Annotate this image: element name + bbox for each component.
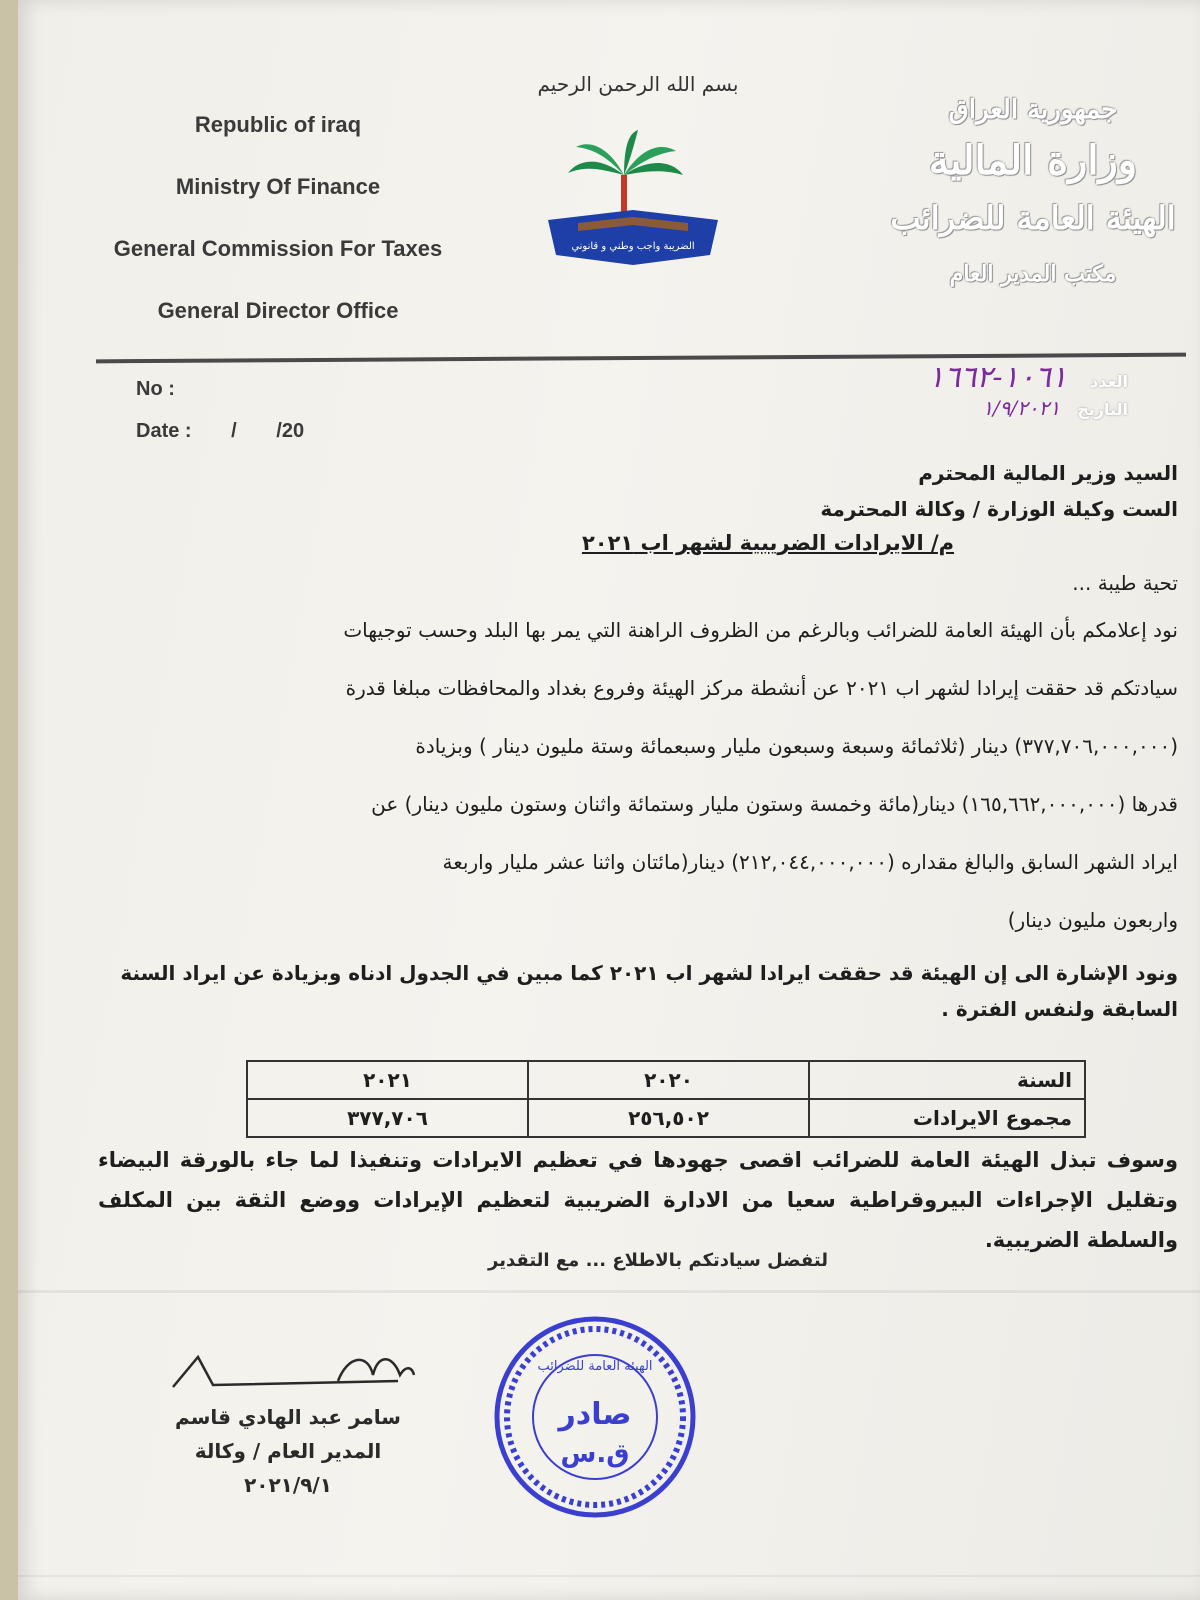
letterhead-country-ar: جمهورية العراق (948, 95, 1118, 125)
letterhead-commission: General Commission For Taxes (113, 236, 443, 261)
table-year-2020: ٢٠٢٠ (528, 1061, 809, 1099)
closing-paragraph: وسوف تبذل الهيئة العامة للضرائب اقصى جهودها في تعظيم الايرادات وتنفيذا لما جاء بالورقة البيضاء وتقليل الإجراءات البيروقراطية سعيا من الادارة الضريبية لتعظيم الإيرادات ووضع الثقة بين المكلف والسلطة الضريبية. (98, 1148, 1178, 1252)
revenue-table (246, 1060, 1086, 1138)
paragraph-line: (٣٧٧,٧٠٦,٠٠٠,٠٠٠) دينار (ثلاثمائة وسبعة وسبعون مليار وسبعمائة وستة مليون دينار ) وبزيادة (415, 734, 1178, 758)
signer-date: ٢٠٢١/٩/١ (244, 1473, 332, 1497)
signer-title: المدير العام / وكالة (194, 1439, 382, 1463)
paragraph-line: نود إعلامكم بأن الهيئة العامة للضرائب وبالرغم من الظروف الراهنة التي يمر بها البلد وحسب توجيهات (343, 618, 1178, 642)
date-year-prefix: /20 (276, 420, 305, 442)
signature-scribble (168, 1345, 418, 1405)
letter-subject: م/ الايرادات الضريبية لشهر اب ٢٠٢١ (581, 531, 955, 555)
addressee-undersecretary: الست وكيلة الوزارة / وكالة المحترمة (820, 497, 1178, 521)
letterhead-ministry-ar: وزارة المالية (928, 137, 1138, 184)
letterhead-office: General Director Office (157, 298, 399, 323)
handwritten-date: ١/٩/٢٠٢١ (982, 396, 1061, 420)
date-field-en (136, 420, 338, 443)
paragraph-line: واربعون مليون دينار) (1007, 908, 1178, 932)
signer-block (148, 1400, 428, 1502)
number-label-en: No : (136, 378, 175, 400)
stamp-word-code: ق.س (560, 1439, 630, 1469)
number-field-ar (928, 360, 1128, 395)
greeting: تحية طيبة ... (1072, 571, 1178, 595)
date-separator: / (231, 420, 237, 442)
official-outgoing-stamp (490, 1312, 700, 1522)
addressee-minister: السيد وزير المالية المحترم (918, 461, 1178, 485)
date-field-ar (982, 396, 1128, 420)
english-letterhead (88, 112, 468, 360)
basmala: بسم الله الرحمن الرحيم (537, 72, 739, 96)
table-total-label: مجموع الايرادات (809, 1099, 1085, 1137)
paragraph-line: ايراد الشهر السابق والبالغ مقداره (٢١٢,٠٤٤,٠٠٠,٠٠٠) دينار(مائتان واثنا عشر مليار واربعة (442, 850, 1178, 874)
emblem-motto: الضريبة واجب وطني و قانوني (571, 241, 695, 252)
table-row (247, 1099, 1085, 1137)
letterhead-country: Republic of iraq (194, 112, 362, 137)
table-header-row (247, 1061, 1085, 1099)
date-label-ar: التاريخ (1077, 400, 1128, 419)
arabic-letterhead (868, 95, 1198, 301)
table-value-2021: ٣٧٧,٧٠٦ (247, 1099, 528, 1137)
letterhead-commission-ar: الهيئة العامة للضرائب (890, 199, 1176, 237)
fold-line (18, 1575, 1200, 1577)
letter-body (98, 455, 1178, 1027)
table-year-2021: ٢٠٢١ (247, 1061, 528, 1099)
paragraph-line: سيادتكم قد حققت إيرادا لشهر اب ٢٠٢١ عن أنشطة مركز الهيئة وفروع بغداد والمحافظات مبلغا قدرة (345, 676, 1178, 700)
date-label-en: Date : (136, 420, 192, 442)
main-paragraph (98, 601, 1178, 949)
number-label-ar: العدد (1090, 372, 1128, 391)
tax-commission-emblem-logo (538, 125, 728, 275)
fold-line (18, 1290, 1200, 1293)
paragraph-line: قدرها (١٦٥,٦٦٢,٠٠٠,٠٠٠) دينار(مائة وخمسة وستون مليار وستمائة واثنان وستون مليون دينار) عن (371, 792, 1178, 816)
reference-number: ١٠٦١-١٦٦٢ (927, 360, 1068, 395)
document-page (18, 0, 1200, 1600)
stamp-word-outgoing: صادر (558, 1397, 632, 1432)
letterhead-office-ar: مكتب المدير العام (949, 261, 1117, 287)
table-value-2020: ٢٥٦,٥٠٢ (528, 1099, 809, 1137)
revenue-note: ونود الإشارة الى إن الهيئة قد حققت ايرادا لشهر اب ٢٠٢١ كما مبين في الجدول ادناه وبزيادة عن ايراد السنة السابقة ولنفس الفترة . (120, 961, 1178, 1021)
signer-name: سامر عبد الهادي قاسم (175, 1405, 401, 1429)
stamp-ring-text: الهيئة العامة للضرائب (537, 1359, 653, 1374)
letterhead-ministry: Ministry Of Finance (175, 174, 381, 199)
table-year-label: السنة (809, 1061, 1085, 1099)
courtesy-line: لتفضل سيادتكم بالاطلاع ... مع التقدير (488, 1250, 828, 1271)
